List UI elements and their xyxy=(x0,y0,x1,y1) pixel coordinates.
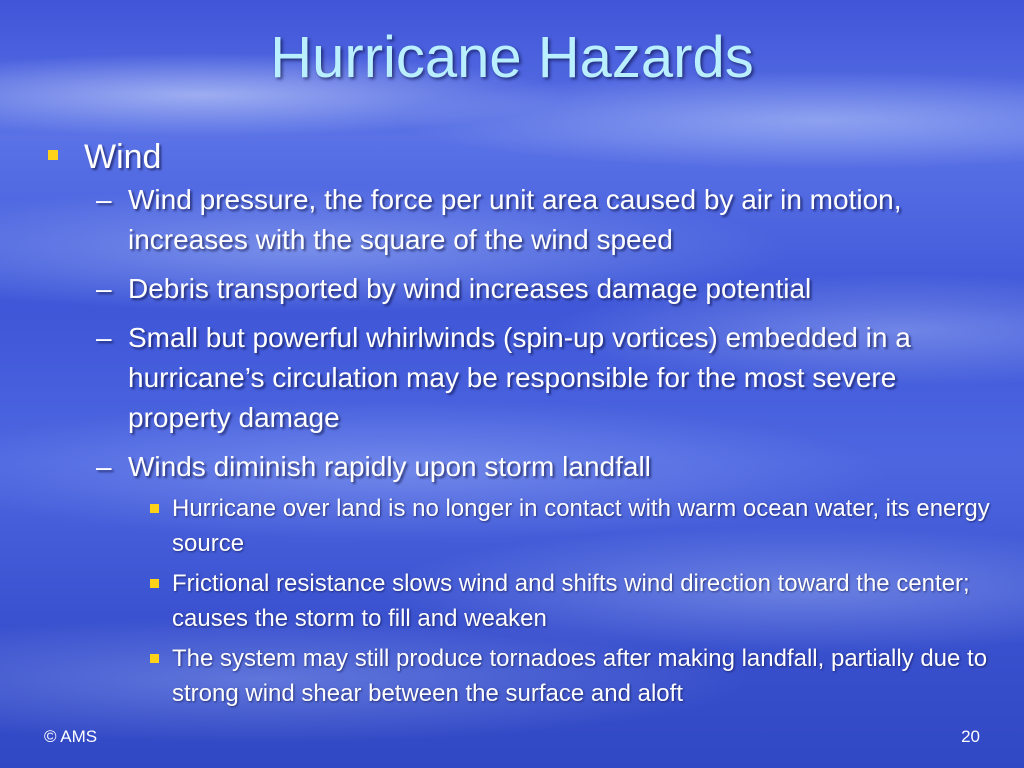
bullet-text: Debris transported by wind increases damage potential xyxy=(128,273,812,304)
bullet-level2 xyxy=(44,269,1004,309)
slide-content xyxy=(44,136,1004,716)
bullet-level3 xyxy=(44,491,1004,561)
bullet-level1 xyxy=(44,136,1004,178)
dash-bullet-icon: – xyxy=(96,322,112,353)
square-bullet-icon xyxy=(150,654,159,663)
bullet-level2 xyxy=(44,180,1004,260)
square-bullet-icon xyxy=(48,150,58,160)
bullet-text: The system may still produce tornadoes after making landfall, partially due to strong wind shear between the surface and aloft xyxy=(172,645,988,707)
copyright-footer: © AMS xyxy=(44,727,98,746)
slide-title: Hurricane Hazards xyxy=(270,25,754,90)
bullet-text: Wind pressure, the force per unit area caused by air in motion, increases with the square of the wind speed xyxy=(128,184,902,255)
bullet-text: Hurricane over land is no longer in contact with warm ocean water, its energy source xyxy=(172,495,990,557)
bullet-text: Small but powerful whirlwinds (spin-up vortices) embedded in a hurricane’s circulation may be responsible for the most severe property damage xyxy=(128,322,911,433)
bullet-text: Frictional resistance slows wind and shifts wind direction toward the center; causes the storm to fill and weaken xyxy=(172,570,970,632)
bullet-level3 xyxy=(44,641,1004,711)
dash-bullet-icon: – xyxy=(96,451,112,482)
bullet-level2 xyxy=(44,318,1004,438)
page-number: 20 xyxy=(961,727,980,746)
dash-bullet-icon: – xyxy=(96,184,112,215)
bullet-text: Winds diminish rapidly upon storm landfall xyxy=(128,451,651,482)
dash-bullet-icon: – xyxy=(96,273,112,304)
bullet-level3 xyxy=(44,566,1004,636)
bullet-level2 xyxy=(44,447,1004,487)
square-bullet-icon xyxy=(150,579,159,588)
square-bullet-icon xyxy=(150,504,159,513)
bullet-text: Wind xyxy=(84,138,162,176)
